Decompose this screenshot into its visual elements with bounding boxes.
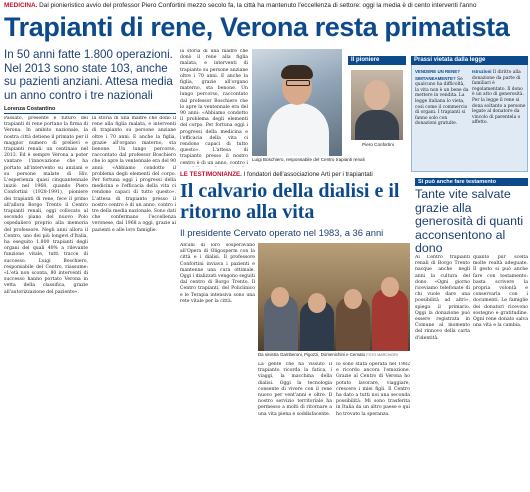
pioneer-header: Il pioniere xyxy=(348,56,406,65)
testimonials-text: I fondatori dell'associazione Arti per i trapiantati xyxy=(243,171,373,178)
pioneer-body-shape xyxy=(355,110,399,140)
kicker-text: Dal pionieristico avvio del professor Piero Confortini mezzo secolo fa, la città ha mantenuto l'eccellenza di settore: oggi la media è di cento interventi l'anno xyxy=(39,2,477,9)
photo-credit: FOTO MARCHIORI xyxy=(366,353,398,357)
pioneer-head-shape xyxy=(364,80,390,110)
doctor-hair xyxy=(281,65,313,79)
second-subhead: Il presidente Cervato operato nel 1983, a 36 anni xyxy=(180,227,384,238)
person-4-body xyxy=(372,289,408,351)
second-headline: Il calvario della dialisi e il ritorno alla vita xyxy=(180,180,400,223)
group-photo xyxy=(258,243,410,351)
article2-column-3: Io sono stata operata nel 1982 e ricordo ancora l'emozione. Grazie al Centro di Verona ho potuto lavorare, viaggiare, crescere i miei figli. Il Centro ha dato a tutti noi una seconda possibilità. Mi sono trasferita in Italia da un altro paese e qui ho trovato la speranza. xyxy=(336,362,410,417)
headline: Trapianti di rene, Verona resta primatista xyxy=(4,12,510,42)
box-question-2: Istruzioni xyxy=(472,69,492,74)
doctor-glasses xyxy=(286,80,310,86)
right-column-1: Al Centro trapianti renali di Borgo Trento nacque anche negli anni la cultura del dono. «Ogni giorno riceviamo telefonate di chi vuole dare una possibilità ad altri», spiega il primario. Oggi la donazione può essere registrata in Comune al momento del rinnovo della carta d'identità. xyxy=(415,255,470,341)
person-1-head xyxy=(271,287,289,307)
testimonials-kicker xyxy=(180,171,410,178)
person-4-head xyxy=(381,277,399,297)
right-box-title: Tante vite salvate grazie alla generosità di quanti acconsentono al dono xyxy=(415,187,524,255)
right-column-2: quanto pur scelta molte realtà adeguate. Il gesto si può anche fare con testamento: basta scrivere la propria volontà e conservarla con i documenti. Le famiglie dei donatori ricevono sostegno e gratitudine. Ogni rene donato salva una vita e la cambia. xyxy=(473,255,528,329)
article-column-1: Passato, presente e futuro dei trapianti di rene portano la firma di Verona. In ambito nazionale, la nostra città detiene il primato per il maggior numero di prelievi e trapianti renali: un centinaio nel 2013. Ed è sempre Verona a poter vantare l'innovazione che ha portato all'intervento su anziani e su persone malate di Hiv. L'esperienza quasi cinquantennale iniziò nel 1968, quando Piero Confortini (1928-1991), pioniere dei trapianti di rene, fece il primo all'allora Borgo Trento il Centro trapianti renali, oggi collocato al secondo piano del nuovo Polo ospedaliero proprio alla memoria del professore. Negli anni allora il Centro, uno dei più longevi d'Italia, ha eseguito 1.800 trapianti degli organi dei quali 40% a rilevante funzione vitale, tutti tracce di successo. Luigi Boschiero, responsabile del Centro, riassume: «L'età non sconta, 80 interventi di successo hanno portato Verona in vetta della classifica, grazie all'autorizzazione del paziente». xyxy=(4,116,88,295)
testimonials-label: LE TESTIMONIANZE. xyxy=(180,171,242,178)
photo-caption: Luigi Boschiero, responsabile del Centro trapianti renali xyxy=(252,157,365,162)
doctor-coat xyxy=(267,103,329,156)
box-answer-2: Il diritto alla donazione da parte di familiari è regolamentato. Il dono è un atto di generosità. Per la legge il rene si dona soltanto a persone legate al donatore da vincolo di parentela o affetto. xyxy=(472,70,526,126)
top-column-2: la storia di una madre che donò il rene alla figlia malata, e interventi di trapianto su persone anziane oltre i 70 anni. E anche la figlia, grazie all'organo materno, sta benone. Un lungo percorso, raccontato dal professor Boschiero che lo apre la ventennale era del 90 anni: «Abbiamo condotto il problema degli elementi del corpo. Per fortuna oggi i progressi della medicina e l'efficacia della vita ci rendono capaci di tutto questo». L'attesa di trapianto presso il nostro centro è di un anno, contro i xyxy=(180,49,248,166)
column-rule xyxy=(4,113,176,114)
box-header: Prassi vietata dalla legge xyxy=(411,56,528,65)
box-answer-1: Se qualcuno ha difficoltà, la vita non è un bene da mettere in vendita. La legge italiana lo vieta, così come il commercio di organi. I trapianti si fanno solo con donazioni gratuite. xyxy=(415,76,469,127)
box-column-a xyxy=(415,69,469,127)
box-column-b xyxy=(472,69,526,126)
article2-column-2: La gente che ha vissuto il trapianto ricorda la fatica, i viaggi, la macchina della dialisi. Oggi la tecnologia consente di vivere con il rene nuovo per vent'anni e oltre. Il nostro servizio territoriale ha permesso a molti di ritornare a una vita piena e soddisfacente. xyxy=(258,362,332,417)
doctor-photo xyxy=(252,49,342,156)
right-box-header: Si può anche fare testamento xyxy=(415,178,528,186)
section-label: MEDICINA. xyxy=(4,2,38,9)
group-caption-text: Da sinistra Gamberoni, Pigozzi, Domenichini e Cervato xyxy=(258,352,366,357)
byline: Lorenza Costantino xyxy=(4,106,56,112)
pioneer-caption: Piero Confortini xyxy=(362,142,394,147)
person-3-head xyxy=(344,289,362,309)
sidebar-box-law xyxy=(411,56,528,172)
box-question-1: VENDERE UN RENE? SIMTANEAMENTE? xyxy=(415,69,460,81)
group-caption xyxy=(258,352,410,357)
article-column-2: la storia di una madre che donò il rene alla figlia malata, e interventi di trapianto su persone anziane oltre i 70 anni. E anche la figlia, grazie all'organo materno, sta benone. Un lungo percorso, raccontato dal professor Boschiero che lo apre la ventennale era del 90 anni: «Abbiamo condotto il problema degli elementi del corpo. Per fortuna oggi i progressi della medicina e l'efficacia della vita ci rendono capaci di tutto questo». L'attesa di trapianto presso il nostro centro è di un anno, contro i tre della media nazionale. Sono dati che confermano l'eccellenza veronese, dal 1968 a oggi, grazie ai pazienti e alle loro famiglie. xyxy=(92,116,176,233)
article2-column-1: Alcuni di loro sosperavano all'Opera di Oligosperm con la città e i dialisi. Il professore Confortini inviava i pazienti e mantenne una cura ottimale. Oggi i dializzati vengono seguiti dal centro di Borgo Trento. Il Centro trapianti, del Policlinico e le Terapia intensiva sono una rete vitale per la città. xyxy=(180,243,255,304)
kicker-line xyxy=(4,2,528,10)
deck-subtitle: In 50 anni fatte 1.800 operazioni. Nel 2013 sono state 103, anche su pazienti anziani. Attesa media un anno contro i tre nazionali xyxy=(4,48,173,102)
pioneer-photo xyxy=(351,70,403,140)
person-2-head xyxy=(308,293,326,313)
